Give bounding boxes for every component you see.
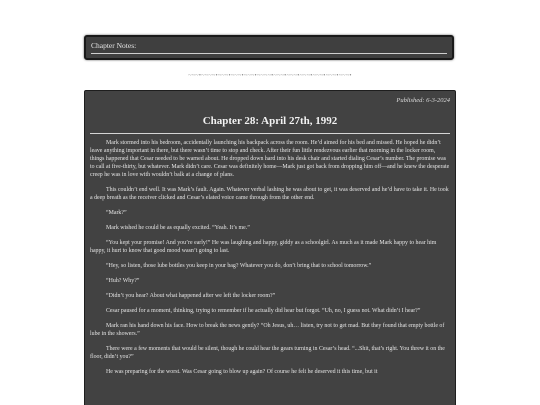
title-divider [90, 133, 450, 134]
chapter-paragraph: “Huh? Why?” [106, 278, 140, 284]
chapter-paragraph: This couldn’t end well. It was Mark’s fault. Again. Whatever verbal lashing he was about to get, it was deserved and he’d have to take it. He took a deep breath as the receiver clicked and Cesar’s elated voice came through from the other end. [90, 187, 449, 201]
chapter-body [90, 139, 450, 383]
decorative-separator: ~~~•~~~~•~~~•~~~•~~~•~~~~•~~~•~~~•~~~•~~~•~~~•~~~• [188, 73, 352, 79]
chapter-paragraph: Mark wished he could be as equally excited. “Yeah. It’s me.” [106, 225, 250, 231]
chapter-paragraph: “Didn’t you hear? About what happened after we left the locker room?” [106, 293, 276, 299]
chapter-content-box [84, 90, 456, 405]
chapter-paragraph: “Hey, so listen, those lube bottles you keep in your bag? Whatever you do, don’t bring that to school tomorrow.” [106, 263, 372, 269]
chapter-notes-box [84, 35, 454, 60]
chapter-paragraph: “You kept your promise! And you’re early!” He was laughing and happy, giddy as a schoolgirl. As much as it made Mark happy to hear him happy, it hurt to know that good mood wasn’t going to last. [90, 240, 437, 254]
chapter-notes-label: Chapter Notes: [91, 41, 137, 50]
chapter-paragraph: Mark ran his hand down his face. How to break the news gently? “Oh Jesus, uh… listen, try not to get mad. But they found that empty bottle of lube in the showers.” [90, 323, 445, 337]
chapter-title: Chapter 28: April 27th, 1992 [202, 115, 338, 127]
chapter-paragraph: He was preparing for the worst. Was Cesar going to blow up again? Of course he felt he deserved it this time, but it [106, 369, 378, 375]
chapter-paragraph: “Mark?” [106, 210, 127, 216]
chapter-paragraph: Cesar paused for a moment, thinking, trying to remember if he actually did hear but forgot. “Uh, no, I guess not. What didn’t I hear?” [106, 308, 421, 314]
chapter-paragraph: Mark stormed into his bedroom, accidentally launching his backpack across the room. He’d aimed for his bed and missed. He hoped he didn’t leave anything important in there, but there wasn’t time to stop and check. After their fun little rendezvous earlier that morning in the locker room, things happened that Cesar needed to be warned about. He dropped down hard into his desk chair and started dialing Cesar’s number. The promise was to call at five-thirty, but whatever. Mark didn’t care. Cesar was definitely home—Mark just got back from dropping him off—and he knew the desperate creep he was in love with wouldn’t balk at a change of plans. [90, 140, 450, 178]
chapter-notes-divider [91, 53, 447, 54]
published-date: Published: 6-3-2024 [396, 97, 450, 104]
chapter-paragraph: There were a few moments that would be silent, though he could hear the gears turning in Cesar’s head. “...Shit, that’s right. You threw it on the floor, didn’t you?” [90, 346, 445, 360]
